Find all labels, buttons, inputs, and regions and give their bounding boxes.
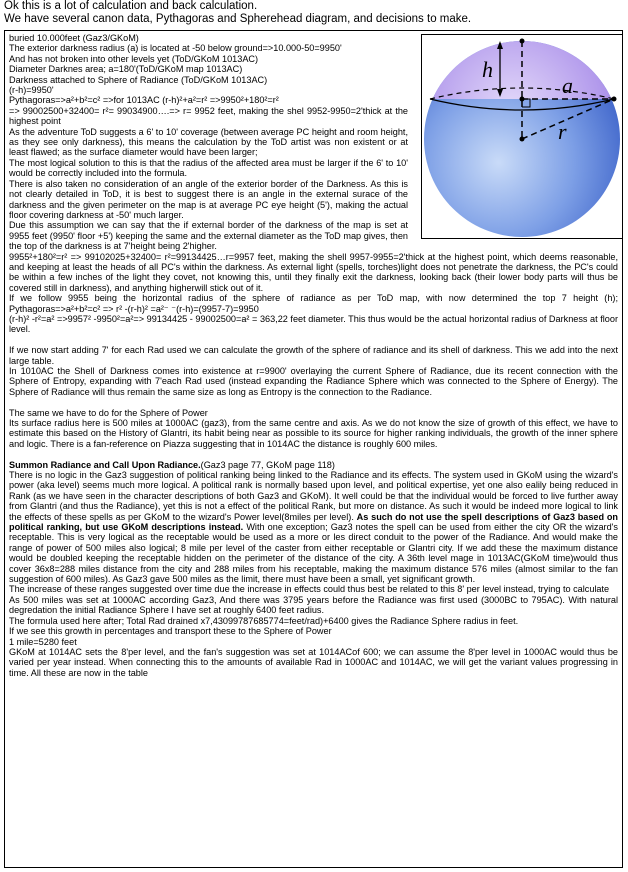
label-h: h (482, 57, 493, 82)
summon-text-2: With one exception; Gaz3 notes the spell can be used from either the city OR the wizard's receptable. This is very logical as the receptable would be used as a more or les direct conduit to the power of the Radiance. And would make the range of power of 500 miles also logical; 8 mile per level of the caster from either receptable or Glantri city. If we add these the maximum distance would be doubled keeping the receptable hidden on the perimeter of the distance of the city. A 36th level mage in 1013AC(GKoM time)would thus cover 36x8=288 miles distance from the city and 288 miles from his receptable, making the maximum distance 576 miles (almost similar to the fan suggestion of 600 miles). As Gaz3 gave 500 miles as the limit, there must have been a small, yet significant growth. (9, 522, 618, 585)
text-paragraph: The most logical solution to this is that the radius of the affected area must be larger if the 6' to 10' would be correctly included into the formula. (9, 157, 408, 179)
label-r: r (558, 119, 567, 144)
header-line-2: We have several canon data, Pythagoras and Spherehead diagram, and decisions to make. (4, 13, 472, 25)
text-paragraph: The exterior darkness radius (a) is located at -50 below ground=>10.000-50=9950' (9, 43, 342, 54)
text-paragraph: And has not broken into other levels yet (ToD/GKoM 1013AC) (9, 53, 259, 64)
summon-text-1: There is no logic in the Gaz3 suggestion of political ranking being linked to the Radiance and its effects. The system used in GKoM using the wizard's power (aka level) seems much more logical. A political rank is normally based upon level, and political expertise, yet one also ealily being reduced in Rank (as we have seen in the character descriptions of both Gaz3 and GKoM). It well could be that the individual would be forced to live further away from Glantri (and thus the Radiance), yet this is not a effect of the political Rank, but more on distance. As such it would be indeed more logical to link the effects of these spells as per GKoM to the wizard's Power level(8miles per level). (9, 470, 618, 522)
text-paragraph: (r-h)² -r²=a² =>9957² -9950²=a²=> 99134425 - 99002500=a² = 363,22 feet diameter. This thus would be the actual horizontal radius of Darkness at floor level. (9, 313, 618, 335)
text-paragraph: If we now start adding 7' for each Rad used we can calculate the growth of the sphere of radiance and its shell of darkness. This we add into the next large table. (9, 345, 618, 366)
text-paragraph: If we follow 9955 being the horizontal radius of the sphere of radiance as per ToD map, with now determined the top 7 height (h); Pythagoras=>a²+b²=c² => r² -(r-h)² =a²⁻ ⁻(r-h)=(9957-7)=9950 (9, 293, 618, 314)
text-paragraph: 1 mile=5280 feet (9, 636, 77, 647)
text-paragraph (9, 449, 618, 459)
page-header (4, 0, 471, 26)
text-paragraph (9, 335, 618, 345)
text-paragraph: Diameter Darknes area; a=180'(ToD/GKoM map 1013AC) (9, 64, 243, 75)
text-paragraph: If we see this growth in percentages and transport these to the Sphere of Power (9, 626, 332, 637)
text-paragraph: Darkness attached to Sphere of Radiance (ToD/GKoM 1013AC) (9, 74, 268, 85)
text-paragraph: Due this assumption we can say that the if external border of the darkness of the map is set at 9955 feet (9950' floor +5') keeping the same and the external diameter as the ToD map gives, then the top of the darkness is at 7'height being 2'higher. (9, 220, 408, 252)
text-paragraph: buried 10.000feet (Gaz3/GKoM) (9, 33, 139, 43)
text-paragraph: As the adventure ToD suggests a 6' to 10' coverage (between average PC height and room height, as they see only darkness), this means the calculation by the ToD artist was non existent or at least flawed; as the surface diameter would have been larger; (9, 126, 408, 158)
header-line-1: Ok this is a lot of calculation and back calculation. (4, 0, 258, 12)
summon-paragraph (9, 460, 618, 470)
summon-ref: (Gaz3 page 77, GKoM page 118) (200, 459, 335, 470)
text-paragraph: Pythagoras=>a²+b²=c² =>for 1013AC (r-h)²+a²=r² =>9950²+180²=r² (9, 95, 279, 106)
text-paragraph: (r-h)=9950' (9, 85, 54, 96)
label-a: a (562, 73, 573, 98)
summon-heading: Summon Radiance and Call Upon Radiance. (9, 459, 201, 470)
summon-body (9, 470, 618, 584)
text-paragraph: There is also taken no consideration of an angle of the exterior border of the Darkness. As this is not clearly detailed in ToD, it is best to suggest there is an angle in the external surace of the darkness and the given perimeter on the map is at average PC eye height (5'), making the actual floor covering darkness at -50' much larger. (9, 178, 408, 220)
text-paragraph: 9955²+180²=r² => 99102025+32400= r²=99134425…r=9957 feet, making the shell 9957-9955=2'thick at the highest point, which deems reasonable, and keeping at least the heads of all PC's within the darkness. As external light (spells, torches)light does not penetrate the darkness, the PC's could be within a few inches of the light they covet, not knowing this, until they finally exit the darkness, looking back (their lower body parts will thus be covered still in darkness), and anything higherwill stick out of it. (9, 251, 618, 293)
text-paragraph: As 500 miles was set at 1000AC according Gaz3, And there was 3795 years before the Radiance was first used (3000BC to 795AC). With natural degredation the initial Radiance Sphere I have set at roughly 6400 feet radius. (9, 594, 618, 616)
text-paragraph: Its surface radius here is 500 miles at 1000AC (gaz3), from the same centre and axis. As we do not know the size of growth of this effect, we have to estimate this based on the History of Glantri, its habit being near as possible to its source for higher ranking individuals, the growth of the inner sphere and logic. There is a fan-reference on Piazza suggesting that in 1014AC the distance is roughly 600 miles. (9, 418, 618, 449)
summon-bold-note: As such do not use the spell descriptions of Gaz3 based on political ranking, but use GKoM descriptions instead. (9, 511, 618, 533)
text-paragraph: In 1010AC the Shell of Darkness comes into existence at r=9900' overlaying the current Sphere of Radiance, due its recent connection with the Sphere of Entropy, expanding with 7'each Rad used (instead expanding the Radiance Sphere which was connected to the Sphere of Energy). The Sphere of Radiance will thus remain the same size as long as Entropy is the connection to the Radiance. (9, 365, 618, 397)
tail-lines (9, 584, 618, 678)
document-body (9, 33, 618, 678)
text-paragraph (9, 397, 618, 407)
text-paragraph: The formula used here after; Total Rad drained x7,43099787685774=feet/rad)+6400 gives the Radiance Sphere radius in feet. (9, 615, 519, 626)
text-paragraph: GKoM at 1014AC sets the 8'per level, and the fan's suggestion was set at 1014ACof 600; we can assume the 8'per level in 1000AC would thus be varied per year instead. When connecting this to the amounts of available Rad in 1000AC and 1014AC, we will get the variant values progressing in time. All these are now in the table (9, 646, 618, 678)
text-paragraph: The same we have to do for the Sphere of Power (9, 407, 208, 418)
text-paragraph: => 99002500+32400= r²= 99034900….=> r= 9952 feet, making the shel 9952-9950=2'thick at the highest point (9, 105, 408, 127)
text-paragraph: The increase of these ranges suggested over time due the increase in effects could thus best be related to this 8' per level instead, trying to calculate (9, 584, 610, 595)
